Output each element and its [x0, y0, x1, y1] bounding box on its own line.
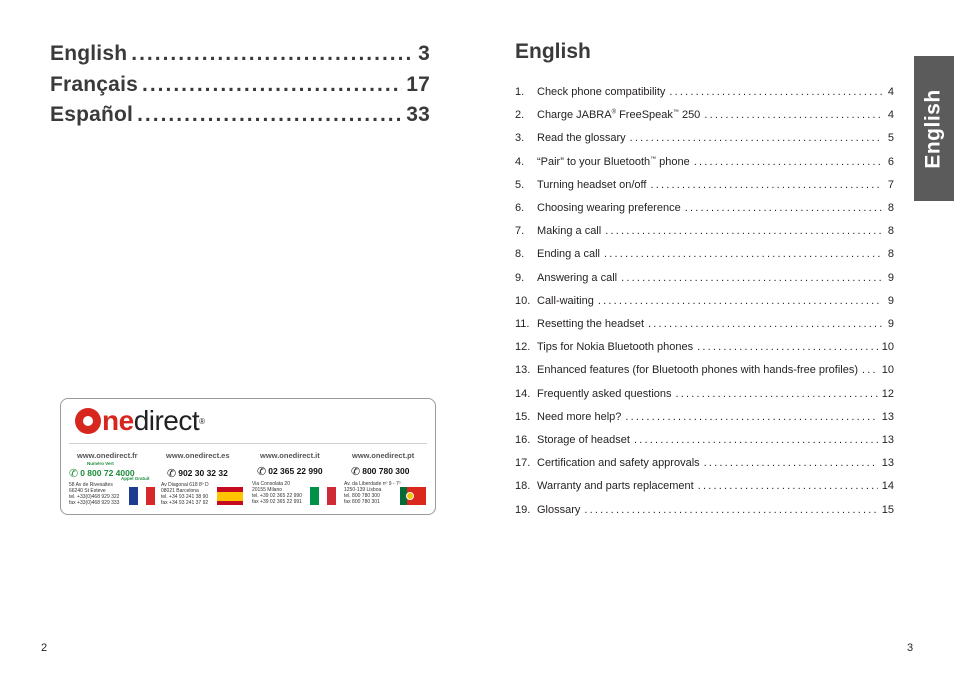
spain-flag-icon [217, 487, 243, 505]
toc-page: 6 [887, 155, 894, 168]
address-line: fax +33(0)468 929 333 [69, 500, 120, 506]
phone-number: 902 30 32 32 [178, 468, 228, 478]
phone-note: Appel Gratuit [121, 476, 150, 481]
toc-page: 10 [881, 341, 894, 354]
toc-title-part: Charge JABRA [537, 109, 612, 122]
dot-leader [697, 341, 878, 353]
toc-page: 13 [881, 457, 894, 470]
toc-page: 10 [881, 364, 894, 377]
toc-page: 8 [887, 202, 894, 214]
dot-leader [604, 248, 882, 260]
contents-lang: Español [50, 103, 134, 126]
toc-number: 3. [515, 132, 525, 145]
dot-leader [704, 109, 882, 121]
toc-row[interactable] [515, 295, 894, 307]
dot-leader [650, 179, 882, 191]
right-page [477, 0, 954, 687]
box-divider [69, 443, 427, 444]
country-address [69, 482, 119, 506]
italy-flag-icon [310, 487, 336, 505]
toc-number: 15. [515, 410, 531, 423]
contents-lang: Français [50, 73, 138, 96]
toc-page: 8 [887, 225, 894, 238]
contents-row-francais[interactable] [50, 73, 430, 97]
toc-number: 7. [515, 225, 525, 238]
toc-title [537, 109, 700, 121]
dot-leader [634, 434, 878, 446]
address-line: Av Diagonal 618 8º D [161, 482, 209, 488]
country-url[interactable]: www.onedirect.es [166, 451, 230, 460]
toc-title-part: 250 [678, 109, 701, 122]
toc-title: Glossary [537, 503, 581, 516]
language-side-tab [914, 56, 954, 201]
toc-page: 8 [887, 248, 894, 261]
toc-number: 2. [515, 109, 525, 122]
trademark-mark: ™ [672, 109, 679, 116]
phone-label: Numéro Vert [87, 461, 114, 466]
toc-number: 5. [515, 178, 525, 191]
dot-leader [142, 73, 402, 97]
toc-title: Tips for Nokia Bluetooth phones [537, 341, 694, 354]
phone-icon: ✆ [167, 468, 177, 480]
contents-page: 33 [406, 103, 430, 126]
toc-number: 17. [515, 457, 531, 470]
dot-leader [131, 42, 414, 66]
dot-leader [669, 86, 882, 98]
dot-leader [704, 457, 878, 469]
address-line: 1250-139 Lisboa [344, 487, 382, 493]
toc-row[interactable] [515, 341, 894, 353]
country-url[interactable]: www.onedirect.pt [352, 451, 415, 460]
toc-row[interactable] [515, 248, 894, 260]
contents-page: 3 [418, 42, 430, 65]
phone-icon: ✆ [257, 466, 267, 478]
toc-page: 12 [881, 387, 894, 400]
toc-row[interactable] [515, 388, 894, 400]
trademark-mark: ™ [650, 155, 657, 162]
phone-number: 02 365 22 990 [268, 466, 323, 476]
toc-title: Certification and safety approvals [537, 457, 700, 470]
toc-row[interactable] [515, 318, 894, 330]
toc-row[interactable] [515, 272, 894, 284]
toc-number: 4. [515, 155, 525, 168]
toc-number: 16. [515, 434, 531, 446]
toc-title-part: phone [656, 155, 690, 168]
toc-row[interactable] [515, 225, 894, 237]
toc-row[interactable] [515, 132, 894, 144]
toc-number: 13. [515, 364, 531, 377]
toc-row[interactable] [515, 504, 894, 516]
address-line: 08021 Barcelona [161, 488, 199, 494]
country-url[interactable]: www.onedirect.fr [77, 451, 138, 460]
toc-row[interactable] [515, 411, 894, 423]
toc-title: Enhanced features (for Bluetooth phones with hands-free profiles) [537, 364, 859, 377]
dot-leader [625, 411, 877, 423]
toc-title: Warranty and parts replacement [537, 480, 694, 493]
country-url[interactable]: www.onedirect.it [260, 451, 320, 460]
contents-lang: English [50, 42, 128, 65]
toc-title-part: FreeSpeak [616, 109, 673, 122]
toc-page: 9 [887, 294, 894, 307]
country-address [161, 482, 209, 506]
toc-page: 5 [887, 132, 894, 145]
country-address [344, 481, 401, 505]
country-phone [252, 465, 342, 478]
contents-page: 17 [406, 73, 430, 96]
toc-number: 18. [515, 480, 531, 493]
onedirect-logo [75, 405, 205, 437]
address-line: Via Consolata 20 [252, 481, 290, 487]
toc-row[interactable] [515, 457, 894, 469]
toc-number: 11. [515, 318, 530, 330]
onedirect-contact-box [60, 398, 436, 515]
toc-title: Storage of headset [537, 434, 630, 446]
dot-leader [648, 318, 882, 330]
toc-title [537, 156, 690, 168]
address-line: fax +34 93 241 37 92 [161, 500, 209, 506]
contents-row-english[interactable] [50, 42, 430, 66]
toc-row[interactable] [515, 480, 894, 492]
country-portugal [344, 451, 434, 505]
toc-title: Resetting the headset [537, 318, 645, 330]
toc-row[interactable] [515, 109, 894, 121]
toc-row[interactable] [515, 179, 894, 191]
logo-ne-text: ne [102, 405, 134, 436]
logo-registered-mark: ® [199, 416, 205, 426]
dot-leader [584, 504, 877, 516]
toc-title: Frequently asked questions [537, 387, 672, 400]
toc-page: 13 [881, 410, 894, 423]
toc-number: 8. [515, 248, 525, 261]
logo-direct-text: direct [133, 405, 200, 436]
dot-leader [676, 388, 878, 400]
country-france [69, 451, 159, 506]
toc-page: 9 [887, 318, 894, 330]
toc-row[interactable] [515, 156, 894, 168]
toc-row[interactable] [515, 86, 894, 98]
toc-number: 9. [515, 271, 525, 284]
dot-leader [698, 480, 878, 492]
toc-page: 14 [881, 480, 894, 493]
dot-leader [605, 225, 882, 237]
toc-title: Ending a call [537, 248, 600, 261]
toc-title-part: to your Bluetooth [563, 155, 651, 168]
phone-icon: ✆ [351, 466, 361, 478]
country-spain [161, 451, 251, 506]
address-line: fax 800 780 301 [344, 499, 380, 505]
toc-number: 14. [515, 387, 531, 400]
toc-title: Call-waiting [537, 294, 594, 307]
toc-title: Making a call [537, 225, 602, 238]
dot-leader [685, 202, 882, 214]
phone-icon: ✆ [69, 468, 79, 480]
address-line: fax +39 02 365 22 991 [252, 499, 302, 505]
portugal-flag-icon [400, 487, 426, 505]
toc-number: 10. [515, 294, 531, 307]
country-italy [252, 451, 342, 505]
toc-title: Need more help? [537, 410, 622, 423]
toc-title: Answering a call [537, 271, 618, 284]
country-address [252, 481, 302, 505]
address-line: tel. +34 93 241 38 90 [161, 494, 209, 500]
france-flag-icon [129, 487, 155, 505]
dot-leader [630, 132, 882, 144]
onedirect-logo-o-icon [75, 408, 101, 434]
toc-title-part: “Pair” [537, 155, 564, 168]
country-phone [161, 467, 251, 480]
toc-number: 12. [515, 341, 531, 354]
toc-number: 6. [515, 202, 525, 214]
page-number-left: 2 [41, 642, 48, 654]
address-line: 58 Av de Rivesaltes [69, 482, 113, 488]
toc-row[interactable] [515, 364, 894, 376]
toc-number: 1. [515, 86, 525, 98]
toc-page: 4 [887, 109, 894, 122]
address-line: 20155 Milano [252, 487, 283, 493]
toc-title: Turning headset on/off [537, 178, 647, 191]
dot-leader [621, 272, 882, 284]
toc-title: Check phone compatibility [537, 86, 666, 98]
side-tab-label: English [922, 88, 945, 169]
dot-leader [694, 156, 882, 168]
address-line: 66240 St Esteve [69, 488, 106, 494]
page-title: English [515, 40, 591, 63]
toc-title: Choosing wearing preference [537, 202, 681, 214]
toc-page: 15 [881, 503, 894, 516]
contents-row-espanol[interactable] [50, 103, 430, 127]
toc-title: Read the glossary [537, 132, 626, 145]
page-number-right: 3 [907, 642, 914, 654]
address-line: Av. da Liberdade nº 9 - 7º [344, 481, 401, 487]
portugal-emblem-icon [406, 492, 414, 500]
toc-row[interactable] [515, 202, 894, 214]
address-line: tel. +39 02 365 22 990 [252, 493, 302, 499]
toc-row[interactable] [515, 434, 894, 446]
toc-number: 19. [515, 503, 531, 516]
dot-leader [598, 295, 882, 307]
toc-page: 9 [887, 271, 894, 284]
phone-number: 800 780 300 [362, 466, 410, 476]
address-line: tel. 800 780 300 [344, 493, 380, 499]
country-phone [344, 465, 434, 478]
toc-page: 7 [887, 178, 894, 191]
toc-page: 13 [881, 434, 894, 446]
dot-leader [862, 364, 878, 376]
trademark-mark: ® [611, 109, 617, 116]
dot-leader [137, 103, 402, 127]
toc-page: 4 [887, 86, 894, 98]
address-line: tel. +33(0)468 929 322 [69, 494, 120, 500]
phone-number: 0 800 72 4000 [80, 468, 135, 478]
